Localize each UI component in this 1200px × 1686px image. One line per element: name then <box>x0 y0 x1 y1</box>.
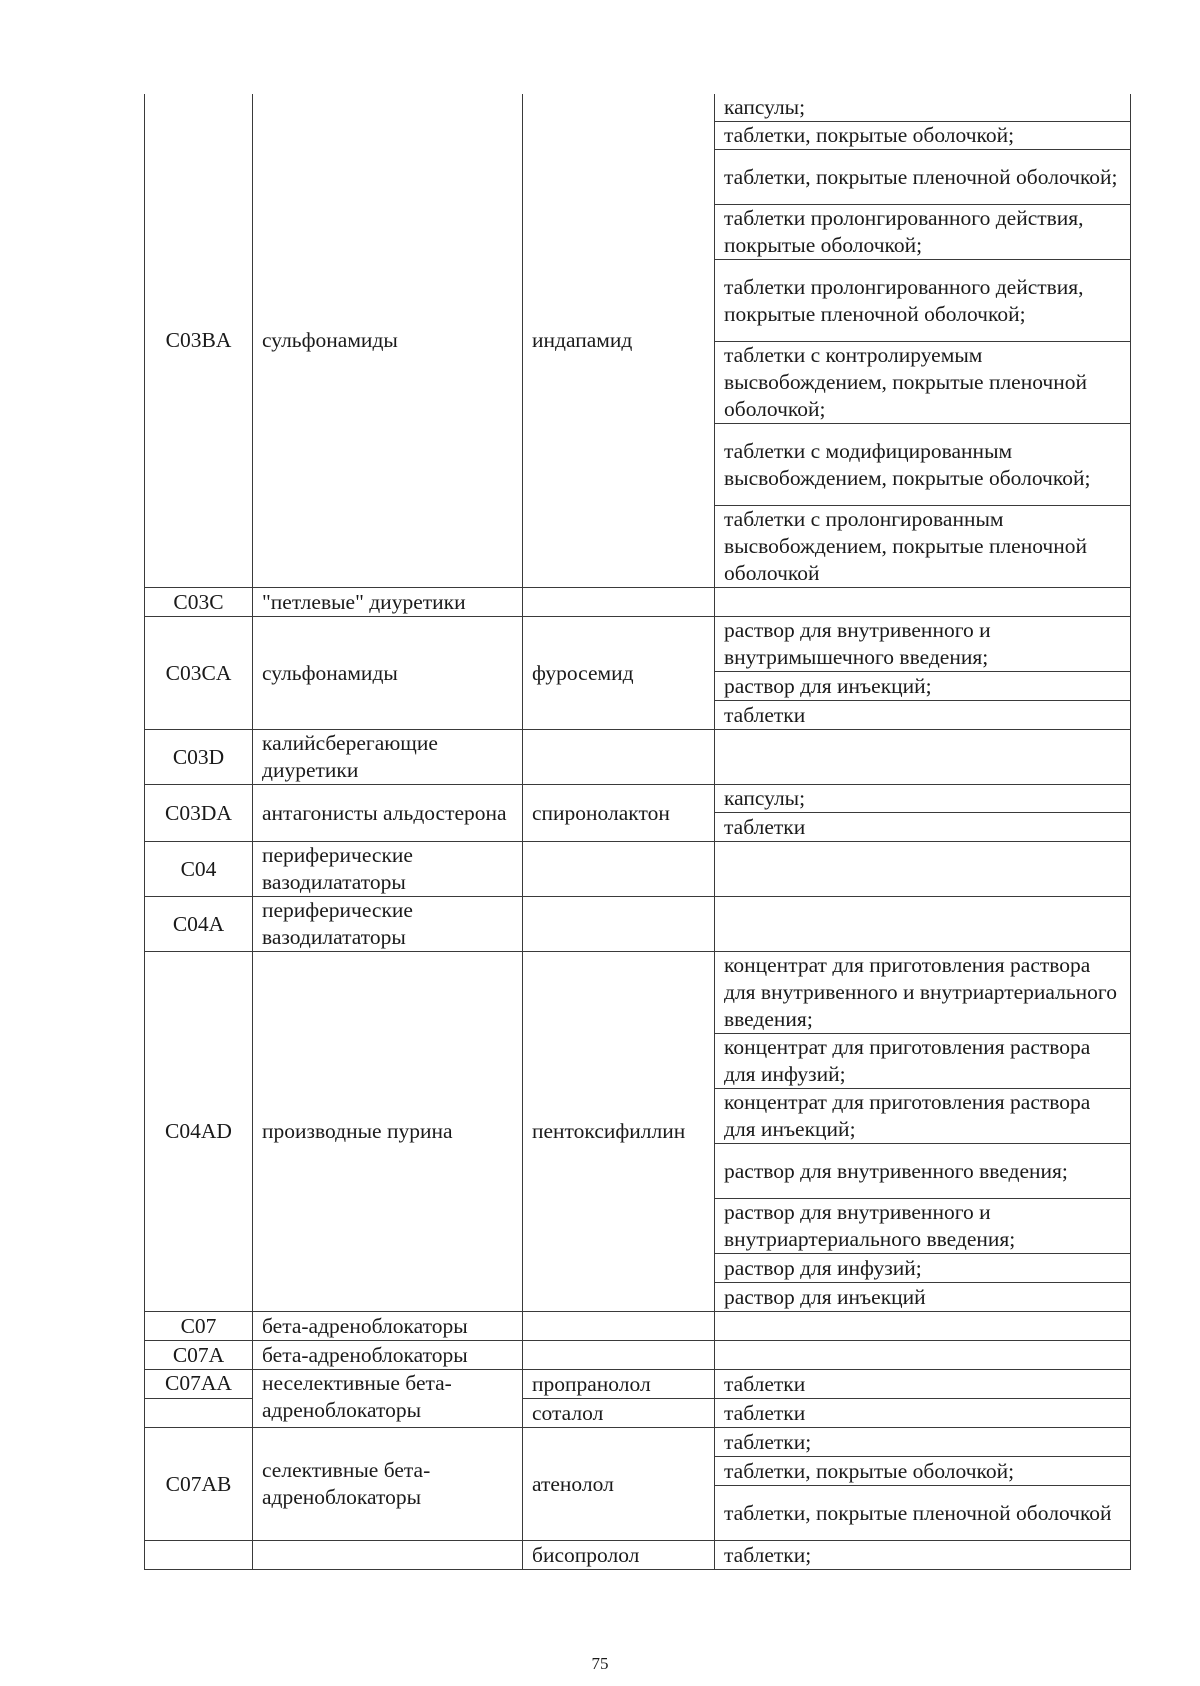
dosage-form: таблетки; <box>715 1428 1131 1457</box>
dosage-form: таблетки с контролируемым высвобождением, покрытые пленочной оболочкой; <box>715 342 1131 424</box>
atc-code: C07A <box>145 1341 253 1370</box>
dosage-form: раствор для инъекций; <box>715 672 1131 701</box>
drug-name <box>523 897 715 952</box>
dosage-form: таблетки, покрытые оболочкой; <box>715 1457 1131 1486</box>
group-name: производные пурина <box>253 952 523 1312</box>
dosage-form <box>715 1312 1131 1341</box>
table-row <box>145 1341 1131 1370</box>
atc-code: C04AD <box>145 952 253 1312</box>
table-row <box>145 1541 1131 1570</box>
atc-code: C07 <box>145 1312 253 1341</box>
group-name: неселективные бета-адреноблокаторы <box>253 1370 523 1428</box>
drug-name: спиронолактон <box>523 785 715 842</box>
atc-code: C04 <box>145 842 253 897</box>
table-row <box>145 952 1131 1034</box>
table-row <box>145 94 1131 122</box>
group-name: сульфонамиды <box>253 617 523 730</box>
drug-name <box>523 1341 715 1370</box>
dosage-form: концентрат для приготовления раствора для инфузий; <box>715 1034 1131 1089</box>
group-name: калийсберегающие диуретики <box>253 730 523 785</box>
table-row <box>145 617 1131 672</box>
atc-code: C07AA <box>145 1370 253 1399</box>
table-row <box>145 588 1131 617</box>
atc-code: C03DA <box>145 785 253 842</box>
page-number: 75 <box>591 1654 609 1673</box>
dosage-form <box>715 730 1131 785</box>
drug-classification-table <box>144 94 1131 1570</box>
group-name: периферические вазодилататоры <box>253 897 523 952</box>
dosage-form: таблетки <box>715 1370 1131 1399</box>
dosage-form <box>715 897 1131 952</box>
group-name: селективные бета-адреноблокаторы <box>253 1428 523 1541</box>
dosage-form: раствор для внутривенного и внутриартериального введения; <box>715 1199 1131 1254</box>
drug-name: пропранолол <box>523 1370 715 1399</box>
table-row <box>145 1370 1131 1399</box>
dosage-form: таблетки с пролонгированным высвобождением, покрытые пленочной оболочкой <box>715 506 1131 588</box>
dosage-form: таблетки <box>715 1399 1131 1428</box>
dosage-form <box>715 588 1131 617</box>
atc-code: C04A <box>145 897 253 952</box>
drug-name <box>523 842 715 897</box>
table-row <box>145 730 1131 785</box>
dosage-form <box>715 1341 1131 1370</box>
group-name: бета-адреноблокаторы <box>253 1341 523 1370</box>
dosage-form: таблетки; <box>715 1541 1131 1570</box>
drug-name: атенолол <box>523 1428 715 1541</box>
drug-name: фуросемид <box>523 617 715 730</box>
dosage-form: таблетки с модифицированным высвобождением, покрытые оболочкой; <box>715 424 1131 506</box>
group-name <box>253 1541 523 1570</box>
dosage-form: концентрат для приготовления раствора для внутривенного и внутриартериального введения; <box>715 952 1131 1034</box>
atc-code: C03BA <box>145 94 253 588</box>
atc-code: C07AB <box>145 1428 253 1541</box>
atc-code: C03D <box>145 730 253 785</box>
atc-code: C03C <box>145 588 253 617</box>
group-name: бета-адреноблокаторы <box>253 1312 523 1341</box>
dosage-form: таблетки, покрытые оболочкой; <box>715 122 1131 150</box>
table-row <box>145 842 1131 897</box>
drug-name: соталол <box>523 1399 715 1428</box>
drug-name: пентоксифиллин <box>523 952 715 1312</box>
dosage-form: таблетки, покрытые пленочной оболочкой; <box>715 150 1131 205</box>
dosage-form: раствор для внутривенного и внутримышечного введения; <box>715 617 1131 672</box>
dosage-form: раствор для инъекций <box>715 1283 1131 1312</box>
table-row <box>145 1428 1131 1457</box>
dosage-form: таблетки пролонгированного действия, покрытые пленочной оболочкой; <box>715 260 1131 342</box>
dosage-form: капсулы; <box>715 785 1131 813</box>
atc-code <box>145 1399 253 1428</box>
dosage-form: раствор для инфузий; <box>715 1254 1131 1283</box>
table-row <box>145 897 1131 952</box>
atc-code <box>145 1541 253 1570</box>
drug-name: бисопролол <box>523 1541 715 1570</box>
dosage-form: таблетки <box>715 813 1131 842</box>
group-name: периферические вазодилататоры <box>253 842 523 897</box>
drug-name: индапамид <box>523 94 715 588</box>
drug-name <box>523 1312 715 1341</box>
group-name: антагонисты альдостерона <box>253 785 523 842</box>
drug-name <box>523 730 715 785</box>
dosage-form <box>715 842 1131 897</box>
table-row <box>145 785 1131 813</box>
group-name: сульфонамиды <box>253 94 523 588</box>
dosage-form: раствор для внутривенного введения; <box>715 1144 1131 1199</box>
dosage-form: таблетки, покрытые пленочной оболочкой <box>715 1486 1131 1541</box>
dosage-form: концентрат для приготовления раствора для инъекций; <box>715 1089 1131 1144</box>
table-row <box>145 1312 1131 1341</box>
atc-code: C03CA <box>145 617 253 730</box>
group-name: "петлевые" диуретики <box>253 588 523 617</box>
dosage-form: таблетки <box>715 701 1131 730</box>
dosage-form: таблетки пролонгированного действия, покрытые оболочкой; <box>715 205 1131 260</box>
drug-name <box>523 588 715 617</box>
dosage-form: капсулы; <box>715 94 1131 122</box>
